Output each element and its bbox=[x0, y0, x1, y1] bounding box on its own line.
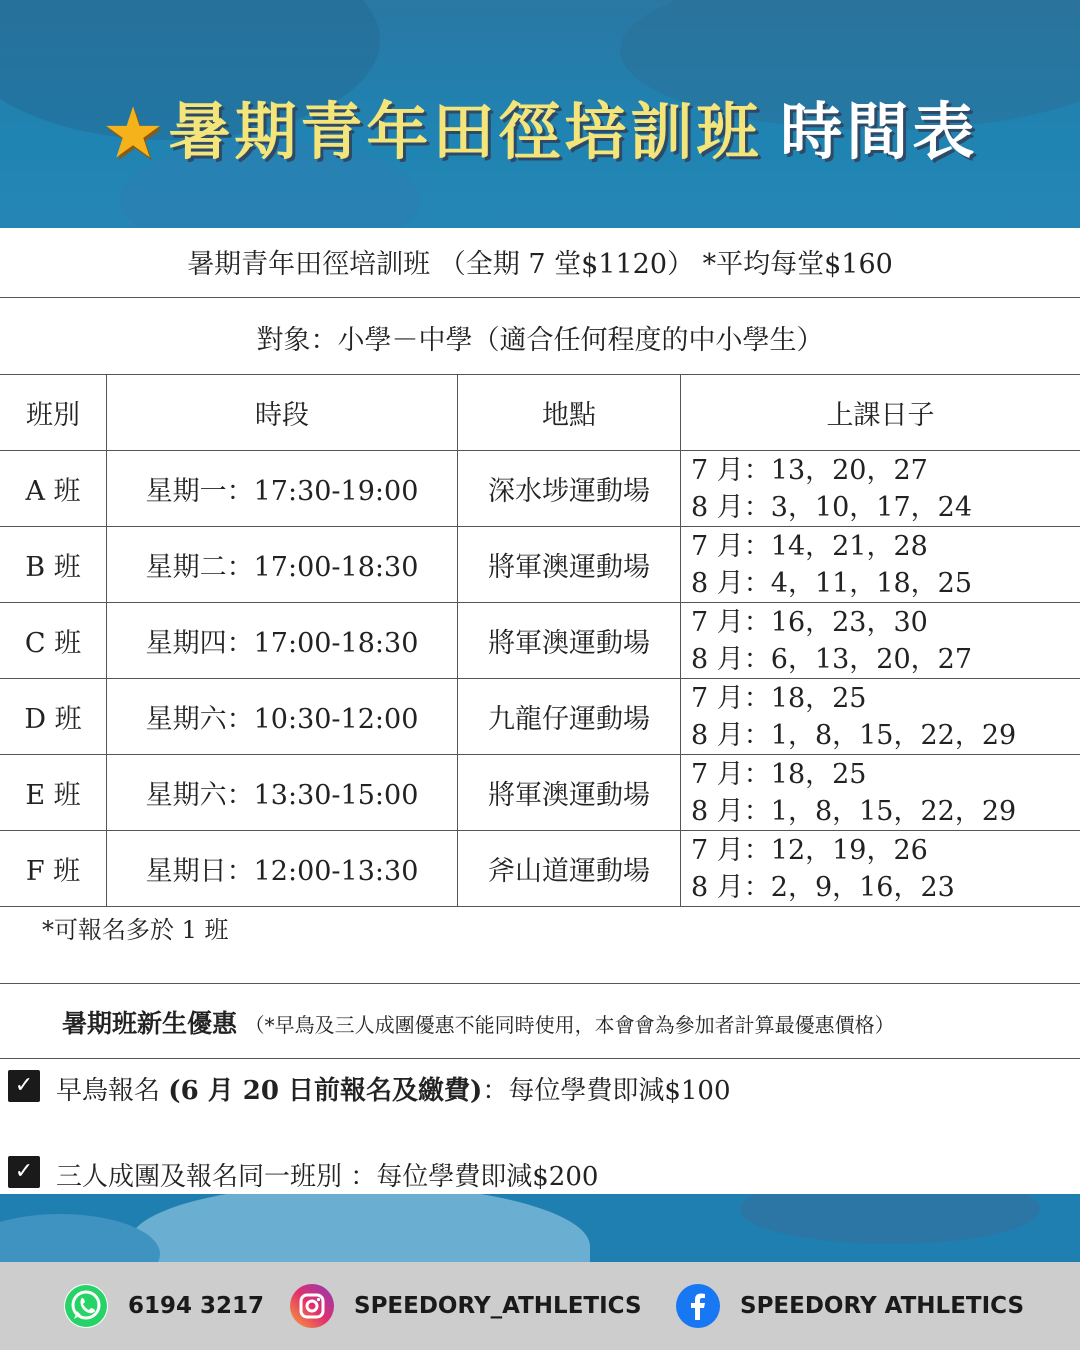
facebook-page: SPEEDORY ATHLETICS bbox=[740, 1293, 1025, 1319]
offer-condition: (6 月 20 日前報名及繳費) bbox=[168, 1076, 483, 1106]
whatsapp-contact[interactable] bbox=[64, 1284, 264, 1328]
time-cell: 星期四：17:00-18:30 bbox=[107, 603, 458, 679]
class-cell: A 班 bbox=[0, 451, 107, 527]
promo-title: 暑期班新生優惠 bbox=[62, 1009, 238, 1038]
table-row bbox=[0, 451, 1080, 527]
col-header-time: 時段 bbox=[107, 375, 458, 451]
time-cell: 星期六：10:30-12:00 bbox=[107, 679, 458, 755]
time-cell: 星期二：17:00-18:30 bbox=[107, 527, 458, 603]
whatsapp-number: 6194 3217 bbox=[128, 1293, 265, 1319]
venue-cell: 將軍澳運動場 bbox=[458, 527, 681, 603]
instagram-icon bbox=[290, 1284, 334, 1328]
col-header-dates: 上課日子 bbox=[681, 375, 1080, 451]
dates-august: 8 月：3，10，17，24 bbox=[691, 491, 973, 523]
checkbox-early-bird[interactable]: ✓ bbox=[8, 1070, 40, 1102]
class-cell: F 班 bbox=[0, 831, 107, 907]
checkbox-group-of-three[interactable]: ✓ bbox=[8, 1156, 40, 1188]
dates-august: 8 月：4，11，18，25 bbox=[691, 567, 973, 599]
header-banner bbox=[0, 0, 1080, 228]
dates-july: 7 月：18，25 bbox=[691, 758, 867, 790]
instagram-contact[interactable] bbox=[290, 1284, 642, 1328]
multi-class-note: *可報名多於 1 班 bbox=[42, 916, 229, 944]
table-header-row bbox=[0, 375, 1080, 451]
facebook-contact[interactable] bbox=[676, 1284, 1024, 1328]
title-main: 暑期青年田徑培訓班 bbox=[168, 95, 763, 168]
dates-august: 8 月：6，13，20，27 bbox=[691, 643, 973, 675]
offer-group-of-three bbox=[56, 1156, 598, 1193]
page-title bbox=[0, 82, 1080, 174]
dates-july: 7 月：12，19，26 bbox=[691, 834, 928, 866]
instagram-handle: SPEEDORY_ATHLETICS bbox=[354, 1293, 642, 1319]
venue-cell: 深水埗運動場 bbox=[458, 451, 681, 527]
time-cell: 星期六：13:30-15:00 bbox=[107, 755, 458, 831]
class-cell: B 班 bbox=[0, 527, 107, 603]
table-row bbox=[0, 527, 1080, 603]
offer-early-bird bbox=[56, 1070, 730, 1107]
divider bbox=[0, 983, 1080, 984]
schedule-table bbox=[0, 374, 1080, 907]
divider bbox=[0, 297, 1080, 298]
venue-cell: 將軍澳運動場 bbox=[458, 603, 681, 679]
dates-cell bbox=[681, 451, 1080, 527]
offer-discount: ：每位學費即減$200 bbox=[350, 1162, 599, 1192]
col-header-venue: 地點 bbox=[458, 375, 681, 451]
dates-august: 8 月：2，9，16，23 bbox=[691, 871, 955, 903]
venue-cell: 九龍仔運動場 bbox=[458, 679, 681, 755]
dates-july: 7 月：13，20，27 bbox=[691, 454, 928, 486]
footer-decoration bbox=[0, 1194, 1080, 1262]
table-row bbox=[0, 679, 1080, 755]
col-header-class: 班別 bbox=[0, 375, 107, 451]
dates-cell bbox=[681, 755, 1080, 831]
dates-august: 8 月：1，8，15，22，29 bbox=[691, 719, 1017, 751]
dates-july: 7 月：16，23，30 bbox=[691, 606, 928, 638]
dates-cell bbox=[681, 603, 1080, 679]
offer-discount: ：每位學費即減$100 bbox=[482, 1076, 731, 1106]
divider bbox=[0, 1058, 1080, 1059]
promo-heading bbox=[62, 1004, 895, 1040]
course-price-line: 暑期青年田徑培訓班 （全期 7 堂$1120） *平均每堂$160 bbox=[187, 249, 893, 280]
dates-cell bbox=[681, 527, 1080, 603]
offer-label: 三人成團及報名同一班別 bbox=[56, 1162, 351, 1192]
venue-cell: 將軍澳運動場 bbox=[458, 755, 681, 831]
promo-subtitle: （*早鳥及三人成團優惠不能同時使用，本會會為參加者計算最優惠價格） bbox=[244, 1013, 895, 1037]
class-cell: C 班 bbox=[0, 603, 107, 679]
dates-august: 8 月：1，8，15，22，29 bbox=[691, 795, 1017, 827]
class-cell: D 班 bbox=[0, 679, 107, 755]
table-row bbox=[0, 603, 1080, 679]
time-cell: 星期一：17:30-19:00 bbox=[107, 451, 458, 527]
facebook-icon bbox=[676, 1284, 720, 1328]
table-row bbox=[0, 831, 1080, 907]
target-line: 對象：小學－中學（適合任何程度的中小學生） bbox=[256, 325, 824, 356]
dates-cell bbox=[681, 831, 1080, 907]
whatsapp-icon bbox=[64, 1284, 108, 1328]
table-row bbox=[0, 755, 1080, 831]
dates-cell bbox=[681, 679, 1080, 755]
dates-july: 7 月：18，25 bbox=[691, 682, 867, 714]
contact-footer bbox=[0, 1262, 1080, 1350]
star-icon: ★ bbox=[101, 92, 169, 174]
title-timetable: 時間表 bbox=[780, 95, 979, 168]
time-cell: 星期日：12:00-13:30 bbox=[107, 831, 458, 907]
venue-cell: 斧山道運動場 bbox=[458, 831, 681, 907]
dates-july: 7 月：14，21，28 bbox=[691, 530, 928, 562]
offer-label: 早鳥報名 bbox=[56, 1076, 169, 1106]
class-cell: E 班 bbox=[0, 755, 107, 831]
